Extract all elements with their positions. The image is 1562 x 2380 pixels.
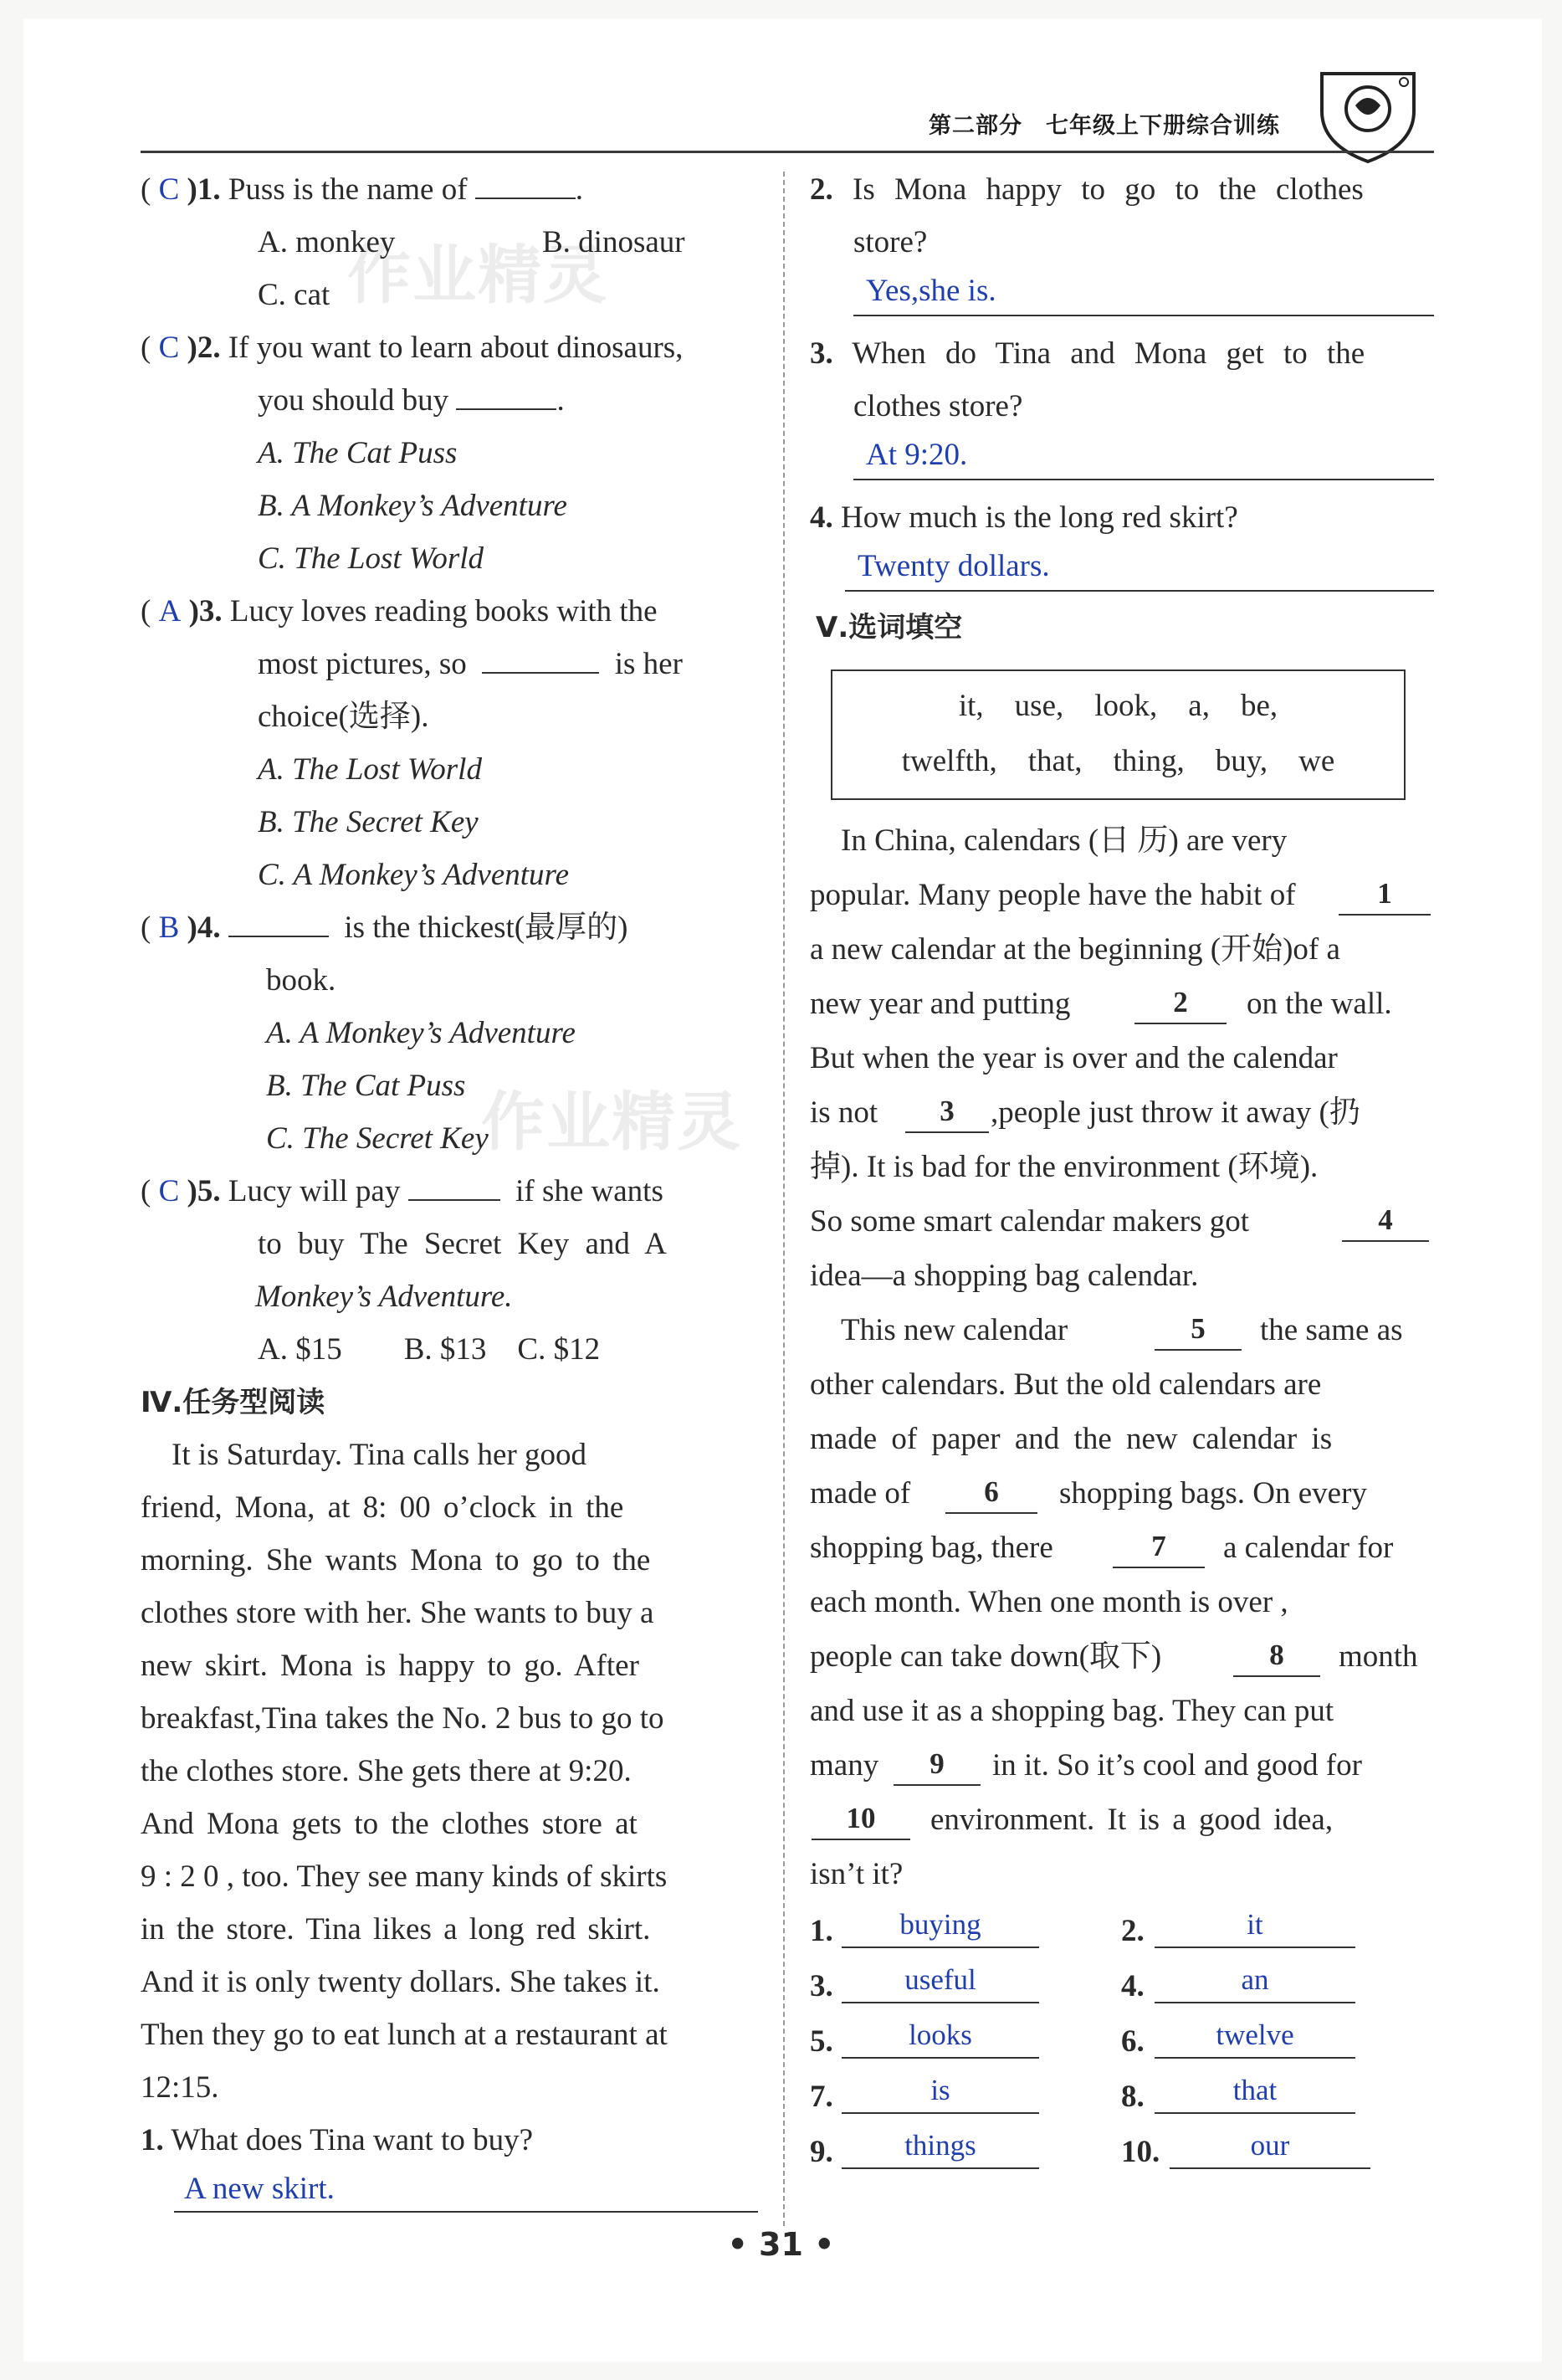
cloze-blank: 2 [1134, 986, 1227, 1024]
word-box-row: twelfth, that, thing, buy, we [901, 744, 1335, 778]
passage-line: clothes store with her. She wants to buy a [141, 1596, 654, 1630]
cloze-line: isn’t it? [810, 1857, 904, 1891]
passage-line: And Mona gets to the clothes store at [141, 1807, 638, 1841]
option: C. cat [258, 278, 330, 312]
watermark: 作业精灵 [347, 238, 608, 312]
cloze-line: and use it as a shopping bag. They can put [810, 1694, 1334, 1728]
passage-line: Then they go to eat lunch at a restaurant at [141, 2018, 668, 2052]
question-5: ( C )5. Lucy will pay if she wants [141, 1174, 663, 1208]
column-divider [783, 172, 785, 2226]
question-1: ( C )1. Puss is the name of . [141, 172, 584, 207]
reading-question-3: 3. When do Tina and Mona get to the [810, 336, 1365, 371]
cloze-line: But when the year is over and the calendar [810, 1041, 1338, 1075]
header-title: 第二部分 七年级上下册综合训练 [929, 113, 1280, 139]
passage-line: 9 : 2 0 , too. They see many kinds of skirts [141, 1859, 668, 1894]
reading-answer-2: Yes,she is. [866, 274, 996, 308]
passage-line: in the store. Tina likes a long red skirt. [141, 1912, 651, 1947]
option: C. The Lost World [258, 541, 484, 576]
passage-line: It is Saturday. Tina calls her good [141, 1438, 587, 1472]
option: C. The Secret Key [266, 1121, 489, 1156]
cloze-line: shopping bag, there [810, 1531, 1053, 1565]
cloze-line: popular. Many people have the habit of [810, 878, 1296, 912]
cloze-blank: 7 [1113, 1530, 1205, 1568]
passage-line: And it is only twenty dollars. She takes it. [141, 1965, 660, 1999]
answer-blank: our [1170, 2129, 1370, 2169]
cloze-line: idea—a shopping bag calendar. [810, 1259, 1199, 1293]
section-title: Ⅴ.选词填空 [816, 611, 963, 644]
answer-q4: B [158, 910, 180, 945]
reading-question-1: 1. What does Tina want to buy? [141, 2123, 533, 2157]
cloze-line: many [810, 1748, 879, 1782]
cloze-line: made of paper and the new calendar is [810, 1422, 1333, 1456]
word-box-row: it, use, look, a, be, [958, 689, 1278, 723]
passage-line: friend, Mona, at 8: 00 o’clock in the [141, 1490, 624, 1525]
answer-blank: an [1155, 1963, 1355, 2003]
answer-q3: A [158, 594, 182, 628]
cloze-blank: 10 [812, 1802, 910, 1840]
cloze-line: made of [810, 1476, 911, 1511]
answer-blank: is [842, 2074, 1039, 2114]
page-number: • 31 • [727, 2226, 835, 2263]
cloze-line: environment. It is a good idea, [930, 1803, 1334, 1837]
cloze-line: is not [810, 1095, 878, 1130]
passage-line: new skirt. Mona is happy to go. After [141, 1649, 639, 1683]
question-3: ( A )3. Lucy loves reading books with the [141, 594, 658, 628]
cloze-blank: 3 [905, 1095, 989, 1133]
cloze-line: So some smart calendar makers got [810, 1204, 1250, 1239]
reading-question-2: 2. Is Mona happy to go to the clothes [810, 172, 1364, 207]
passage-line: 12:15. [141, 2070, 219, 2105]
reading-question-4: 4. How much is the long red skirt? [810, 500, 1238, 535]
answer-blank: buying [842, 1908, 1039, 1948]
answer-q2: C [158, 331, 180, 365]
option: A. A Monkey’s Adventure [266, 1016, 576, 1050]
reading-answer-4: Twenty dollars. [858, 549, 1050, 583]
cloze-blank: 6 [945, 1475, 1037, 1514]
option: B. The Secret Key [258, 805, 479, 839]
cloze-line: a new calendar at the beginning (开始)of a [810, 932, 1340, 967]
cloze-line: other calendars. But the old calendars are [810, 1367, 1322, 1402]
option: A. The Cat Puss [258, 436, 458, 470]
cloze-blank: 8 [1233, 1639, 1320, 1677]
answer-blank: it [1155, 1908, 1355, 1948]
cloze-line: new year and putting [810, 987, 1071, 1021]
question-2: ( C )2. If you want to learn about dinosaurs, [141, 331, 684, 365]
passage-line: breakfast,Tina takes the No. 2 bus to go to [141, 1701, 664, 1736]
watermark: 作业精灵 [481, 1085, 742, 1159]
cloze-line: 掉). It is bad for the environment (环境). [810, 1150, 1319, 1184]
cloze-line: people can take down(取下) [810, 1639, 1162, 1674]
option: A. The Lost World [258, 752, 482, 787]
cloze-line: In China, calendars (日 历) are very [810, 823, 1288, 858]
section-title: Ⅳ.任务型阅读 [141, 1386, 325, 1419]
option: B. A Monkey’s Adventure [258, 489, 567, 523]
answer-blank: things [842, 2129, 1039, 2169]
answer-blank: that [1155, 2074, 1355, 2114]
options-q5: A. $15 B. $13 C. $12 [258, 1332, 601, 1367]
cloze-line: each month. When one month is over , [810, 1585, 1288, 1619]
option: B. The Cat Puss [266, 1069, 466, 1103]
answer-line [853, 479, 1434, 480]
answer-blank: twelve [1155, 2018, 1355, 2059]
passage-line: the clothes store. She gets there at 9:20. [141, 1754, 632, 1788]
cloze-blank: 1 [1339, 877, 1431, 916]
option: C. A Monkey’s Adventure [258, 858, 569, 892]
passage-line: morning. She wants Mona to go to the [141, 1543, 651, 1577]
answer-blank: looks [842, 2018, 1039, 2059]
cloze-blank: 5 [1155, 1312, 1242, 1351]
answer-line [174, 2211, 758, 2213]
reading-answer-1: A new skirt. [184, 2172, 335, 2206]
option: A. monkey [258, 225, 396, 259]
question-4: ( B )4. is the thickest(最厚的) [141, 910, 628, 945]
answer-line [845, 590, 1434, 592]
answer-line [853, 315, 1434, 316]
reading-answer-3: At 9:20. [866, 438, 968, 472]
answer-blank: useful [842, 1963, 1039, 2003]
cloze-blank: 9 [894, 1747, 981, 1786]
cloze-line: This new calendar [810, 1313, 1068, 1347]
answer-q5: C [158, 1174, 180, 1208]
cloze-blank: 4 [1342, 1203, 1429, 1242]
option: B. dinosaur [542, 225, 685, 259]
header-rule [141, 151, 1434, 153]
answer-q1: C [158, 172, 180, 207]
